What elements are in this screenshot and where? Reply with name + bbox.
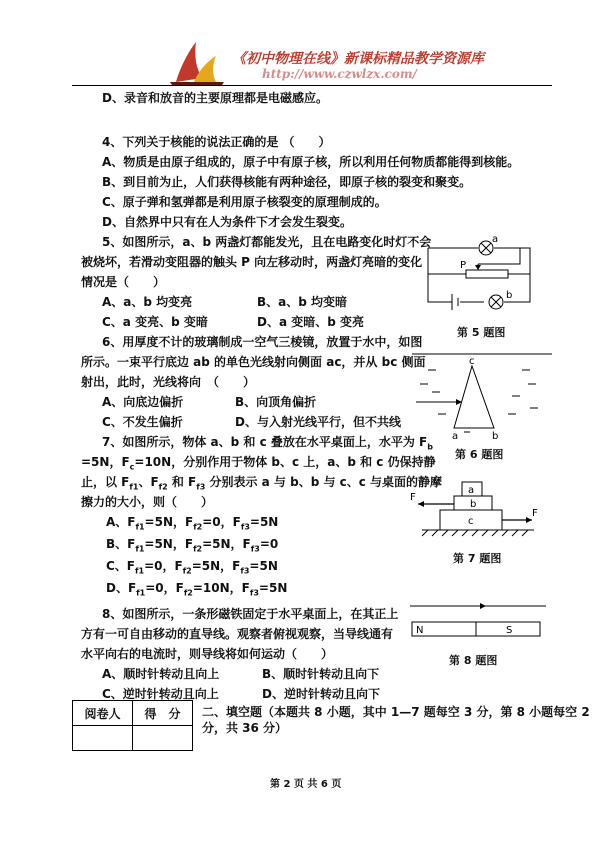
header-url: http://www.czwlzx.com/ xyxy=(262,67,417,81)
q7c-3: =5N，F xyxy=(191,559,241,573)
q7b-sub2: f2 xyxy=(193,544,203,554)
q7c-4: =5N xyxy=(249,559,278,573)
q7b-sub1: f1 xyxy=(135,544,145,554)
q7a-sub1: f1 xyxy=(135,522,145,532)
q3-option-d: D、录音和放音的主要原理都是电磁感应。 xyxy=(102,91,328,105)
q7-stem-1 xyxy=(102,434,433,455)
sub-b: b xyxy=(427,442,433,452)
q7-option-c xyxy=(106,558,278,579)
q7c-sub3: f3 xyxy=(240,566,250,576)
q6-stem-2: 所示。一束平行底边 ab 的单色光线射向侧面 ac，并从 bc 侧面 xyxy=(81,355,426,369)
q7-stem-4: 擦力的大小，则（ ） xyxy=(81,495,214,509)
fig8-caption: 第 8 题图 xyxy=(449,654,498,667)
q7-stem-2b: =10N，分别作用于物体 b、c 上，a、b 和 c 仍保持静 xyxy=(134,455,436,469)
sub-f2: f2 xyxy=(158,482,168,492)
q7-option-a xyxy=(106,514,278,535)
q4-option-a: A、物质是由原子组成的，原子中有原子核，所以利用任何物质都能得到核能。 xyxy=(102,155,520,169)
q7d-sub2: f2 xyxy=(183,588,193,598)
header-rule xyxy=(72,85,552,86)
q7a-sub3: f3 xyxy=(240,522,250,532)
q7-stem-3d: 分别表示 a 与 b、b 与 c、c 与桌面的静摩 xyxy=(205,475,443,489)
fig7-caption: 第 7 题图 xyxy=(453,552,502,565)
q7a-1: A、F xyxy=(106,515,136,529)
q8-option-d: D、逆时针转动且向下 xyxy=(262,687,380,701)
fig7-blocks xyxy=(404,478,550,548)
fig7-label-c: c xyxy=(468,516,474,527)
q4-stem: 4、下列关于核能的说法正确的是 （ ） xyxy=(102,135,331,149)
fig7-label-fc: F xyxy=(532,508,538,519)
q7d-sub3: f3 xyxy=(249,588,259,598)
q7b-1: B、F xyxy=(106,537,136,551)
q8-stem-3: 水平向右的电流时，则导线将如何运动（ ） xyxy=(81,647,334,661)
q7d-3: =10N，F xyxy=(192,581,250,595)
fig5-caption: 第 5 题图 xyxy=(457,326,506,339)
q6-stem-3: 射出，此时，光线将向 （ ） xyxy=(81,375,256,389)
q7d-4: =5N xyxy=(258,581,288,595)
q7-stem-3a: 止，以 F xyxy=(81,475,130,489)
fig7-label-b: b xyxy=(470,499,477,510)
fig8-magnet xyxy=(410,600,550,644)
q8-stem-1: 8、如图所示，一条形磁铁固定于水平桌面上，在其正上 xyxy=(102,607,399,621)
score-table-grader-cell[interactable] xyxy=(73,726,133,751)
site-logo xyxy=(166,38,228,86)
q4-option-d: D、自然界中只有在人为条件下才会发生裂变。 xyxy=(102,215,352,229)
q5-stem-3: 情况是（ ） xyxy=(81,275,166,289)
q7a-3: =0，F xyxy=(202,515,241,529)
q7c-sub2: f2 xyxy=(182,566,192,576)
fig6-label-b: b xyxy=(492,431,499,442)
sub-f3: f3 xyxy=(196,482,206,492)
q7a-2: =5N，F xyxy=(144,515,194,529)
q5-option-d: D、a 变暗、b 变亮 xyxy=(257,315,365,329)
fig6-label-c: c xyxy=(469,356,475,367)
q6-option-a: A、向底边偏折 xyxy=(102,395,184,409)
q7a-sub2: f2 xyxy=(193,522,203,532)
fig6-caption: 第 6 题图 xyxy=(455,448,504,461)
score-table-score: 得 分 xyxy=(133,701,193,726)
q6-option-c: C、不发生偏折 xyxy=(102,415,183,429)
section2-title-2: 分，共 36 分） xyxy=(202,721,288,735)
fig6-label-a: a xyxy=(452,431,459,442)
fig5-label-b: b xyxy=(506,290,513,301)
q7c-1: C、F xyxy=(106,559,136,573)
q6-stem-1: 6、用厚度不计的玻璃制成一空气三棱镜，放置于水中，如图 xyxy=(102,335,423,349)
score-table-grader: 阅卷人 xyxy=(73,701,133,726)
q7d-2: =0，F xyxy=(145,581,184,595)
q8-option-c: C、逆时针转动且向上 xyxy=(102,687,219,701)
q7-stem-2 xyxy=(81,454,436,475)
q7-stem-1-text: 7、如图所示，物体 a、b 和 c 叠放在水平桌面上，水平为 F xyxy=(102,435,428,449)
q4-option-c: C、原子弹和氢弹都是利用原子核裂变的原理制成的。 xyxy=(102,195,387,209)
q5-stem-1: 5、如图所示，a、b 两盏灯都能发光，且在电路变化时灯不会 xyxy=(102,235,432,249)
q5-option-c: C、a 变亮、b 变暗 xyxy=(102,315,208,329)
sub-f1: f1 xyxy=(129,482,139,492)
q8-stem-2: 方有一可自由移动的直导线。观察者俯视观察，当导线通有 xyxy=(81,627,394,641)
q8-option-b: B、顺时针转动且向下 xyxy=(262,667,380,681)
fig5-circuit xyxy=(420,232,550,318)
q7-stem-3c: 和 F xyxy=(167,475,197,489)
q7-option-b xyxy=(106,536,278,557)
q7-stem-3 xyxy=(81,474,442,495)
fig8-label-s: S xyxy=(506,625,513,636)
page-footer: 第 2 页 共 6 页 xyxy=(270,779,342,790)
q7c-sub1: f1 xyxy=(135,566,145,576)
q7b-3: =5N，F xyxy=(202,537,251,551)
q7d-1: D、F xyxy=(106,581,137,595)
fig6-prism xyxy=(412,352,552,442)
q7b-2: =5N，F xyxy=(144,537,194,551)
q7b-sub3: f3 xyxy=(250,544,260,554)
q7a-4: =5N xyxy=(249,515,279,529)
q7-stem-2a: =5N，F xyxy=(81,455,130,469)
q7c-2: =0，F xyxy=(144,559,183,573)
score-table-score-cell[interactable] xyxy=(133,726,193,751)
q5-option-b: B、a、b 均变暗 xyxy=(257,295,348,309)
q8-option-a: A、顺时针转动且向上 xyxy=(102,667,220,681)
section2-title-1: 二、填空题（本题共 8 小题，其中 1—7 题每空 3 分，第 8 小题每空 2 xyxy=(202,705,590,719)
fig5-label-a: a xyxy=(492,234,499,245)
q4-option-b: B、到目前为止，人们获得核能有两种途径，即原子核的裂变和聚变。 xyxy=(102,175,472,189)
q7b-4: =0 xyxy=(259,537,279,551)
score-table xyxy=(72,700,193,751)
q7d-sub1: f1 xyxy=(136,588,146,598)
fig7-label-fb: F xyxy=(410,492,416,503)
q7-stem-3b: 、F xyxy=(138,475,159,489)
q7-option-d xyxy=(106,580,287,601)
q5-stem-2: 被烧坏，若滑动变阻器的触头 P 向左移动时，两盏灯亮暗的变化 xyxy=(81,255,423,269)
fig7-label-a: a xyxy=(468,485,475,496)
fig5-label-p: P xyxy=(460,260,467,271)
fig8-label-n: N xyxy=(416,625,424,636)
q6-option-d: D、与入射光线平行，但不共线 xyxy=(235,415,401,429)
sub-c: c xyxy=(129,462,135,472)
header-title: 《初中物理在线》新课标精品教学资源库 xyxy=(232,51,484,67)
q5-option-a: A、a、b 均变亮 xyxy=(102,295,193,309)
q6-option-b: B、向顶角偏折 xyxy=(235,395,317,409)
